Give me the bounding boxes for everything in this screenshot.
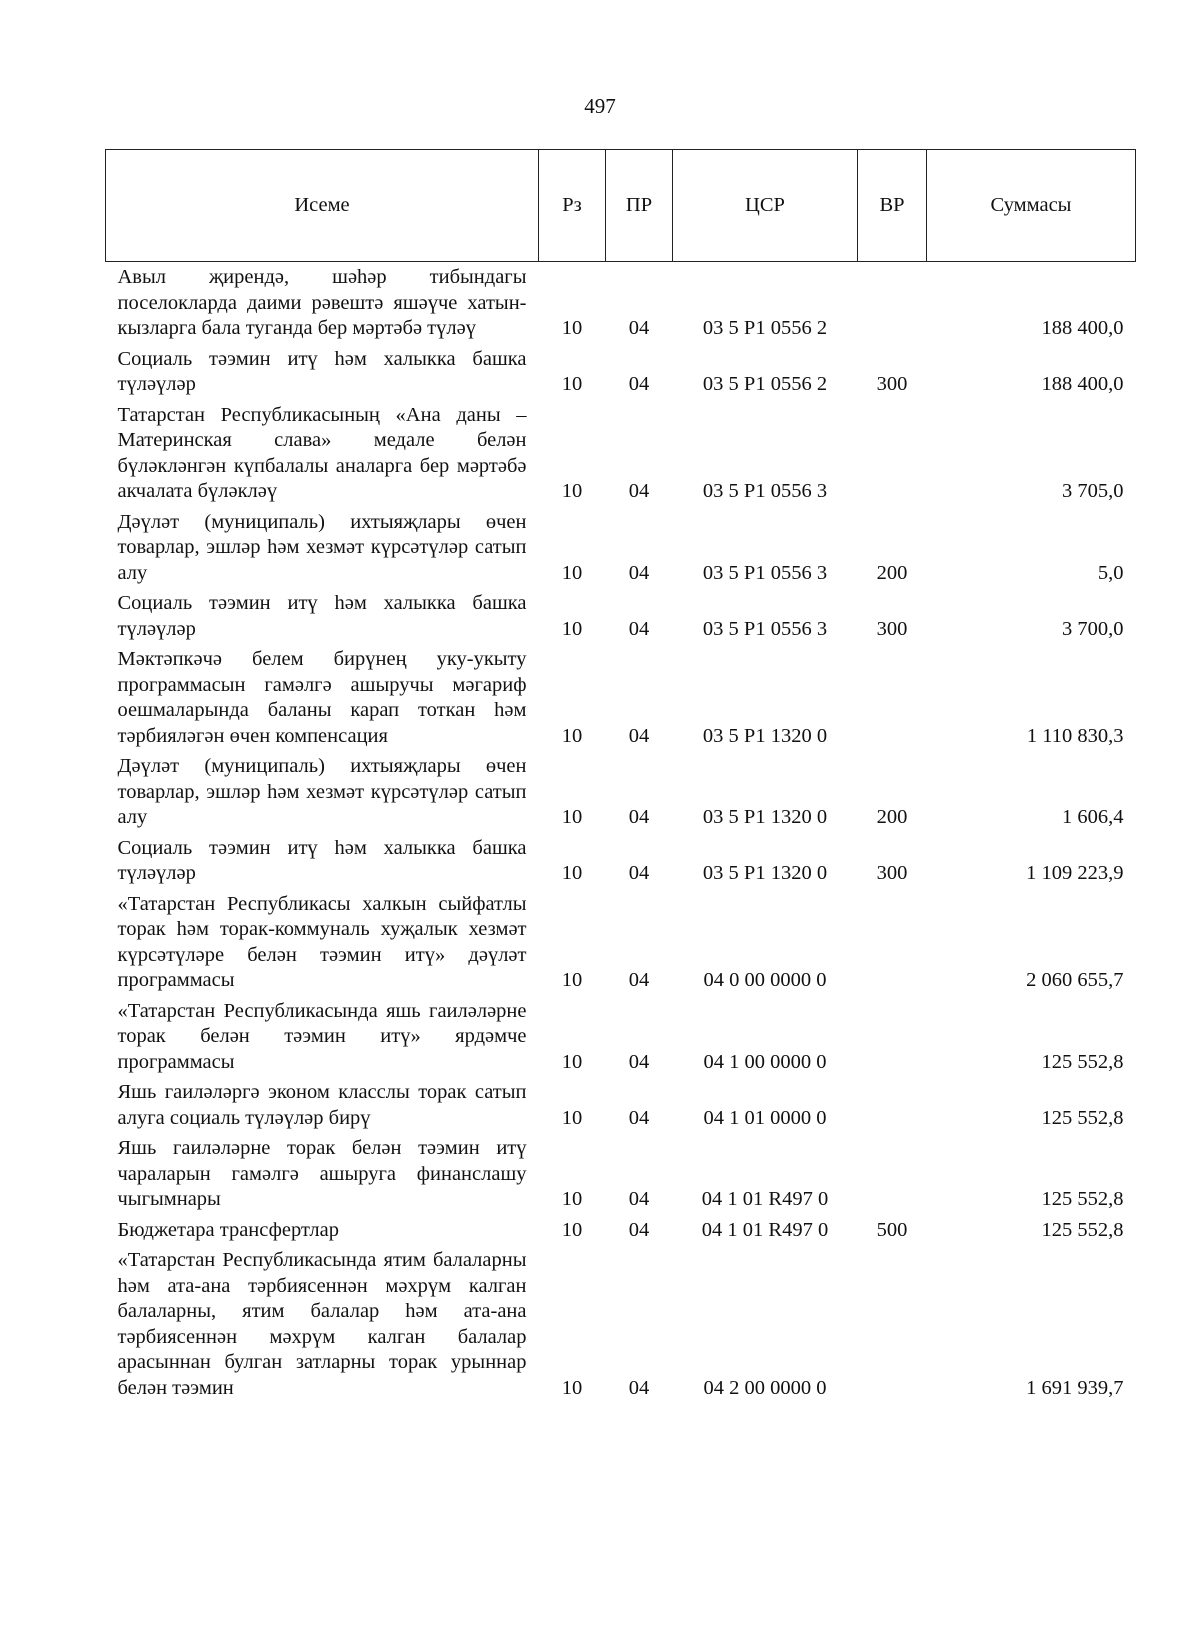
row-csr: 03 5 P1 0556 2	[702, 373, 828, 395]
row-csr: 04 1 01 R497 0	[701, 1218, 829, 1241]
row-rz: 10	[561, 561, 583, 584]
row-rz: 10	[561, 1376, 583, 1399]
header-row	[106, 150, 1136, 262]
table-row	[106, 507, 1136, 589]
row-sum: 1 691 939,7	[1026, 1376, 1124, 1399]
row-vr	[858, 644, 927, 751]
row-sum: 188 400,0	[1041, 317, 1124, 339]
row-name: Дәүләт (муниципаль) ихтыяҗлары өчен товарлар, эшләр һәм хезмәт күрсәтүләр сатып алу	[117, 510, 527, 584]
row-vr	[858, 889, 927, 996]
row-name: Яшь гаиләләрне торак белән тәэмин итү чараларын гамәлгә ашыруга финанслашу чыгымнары	[117, 1137, 527, 1210]
row-name: Дәүләт (муниципаль) ихтыяҗлары өчен товарлар, эшләр һәм хезмәт күрсәтүләр сатып алу	[117, 755, 527, 828]
row-sum: 125 552,8	[1041, 1050, 1124, 1073]
row-vr	[858, 262, 927, 344]
row-vr: 300	[876, 862, 908, 884]
table-row	[106, 889, 1136, 996]
header-name: Исеме	[106, 150, 539, 262]
row-name: Социаль тәэмин итү һәм халыкка башка түләүләр	[117, 592, 527, 640]
row-rz: 10	[561, 806, 583, 828]
row-csr: 03 5 P1 1320 0	[702, 862, 828, 884]
row-csr: 04 1 01 R497 0	[701, 1188, 829, 1210]
row-rz: 10	[561, 862, 583, 884]
table-row	[106, 1077, 1136, 1133]
row-rz: 10	[561, 1106, 583, 1129]
table-header	[106, 150, 1136, 262]
row-csr: 04 1 00 0000 0	[703, 1050, 827, 1073]
row-rz: 10	[561, 1050, 583, 1073]
row-csr: 03 5 P1 1320 0	[702, 724, 828, 747]
row-vr: 200	[876, 806, 908, 828]
row-name: «Татарстан Республикасында ятим балаларны һәм ата-ана тәрбиясеннән мәхрүм калган балаларны, ятим балалар һәм ата-ана тәрбиясеннән мәхрүм калган балалар арасыннан булган затларны торак урыннар белән тәэмин	[117, 1249, 527, 1399]
row-rz: 10	[561, 1188, 583, 1210]
table-row	[106, 262, 1136, 344]
row-sum: 1 110 830,3	[1026, 724, 1124, 747]
row-name: Яшь гаиләләргә эконом класслы торак сатып алуга социаль түләүләр бирү	[117, 1081, 527, 1129]
row-csr: 03 5 P1 0556 3	[702, 617, 828, 640]
row-sum: 125 552,8	[1041, 1188, 1124, 1210]
table-body	[106, 262, 1136, 1404]
table-row	[106, 1215, 1136, 1246]
table-row	[106, 833, 1136, 889]
table-row	[106, 1133, 1136, 1215]
row-pr: 04	[628, 617, 650, 640]
row-pr: 04	[628, 806, 650, 828]
table-row	[106, 751, 1136, 833]
row-name: Татарстан Республикасының «Ана даны – Материнская слава» медале белән бүләкләнгән күпбалалы аналарга бер мәртәбә акчалата бүләкләү	[117, 403, 527, 502]
table-row	[106, 644, 1136, 751]
header-sum: Суммасы	[927, 150, 1136, 262]
budget-table	[105, 149, 1136, 1403]
row-sum: 1 109 223,9	[1026, 862, 1124, 884]
row-csr: 03 5 P1 0556 3	[702, 561, 828, 584]
row-pr: 04	[628, 1218, 650, 1241]
row-csr: 04 0 00 0000 0	[703, 969, 827, 991]
row-vr: 200	[876, 561, 908, 584]
row-rz: 10	[561, 317, 583, 339]
row-rz: 10	[561, 480, 583, 502]
row-name: Авыл җирендә, шәһәр тибындагы поселокларда даими рәвештә яшәүче хатын-кызларга бала туганда бер мәртәбә түләү	[117, 266, 527, 339]
row-rz: 10	[561, 617, 583, 640]
row-csr: 03 5 P1 0556 2	[702, 317, 828, 339]
row-pr: 04	[628, 480, 650, 502]
row-pr: 04	[628, 1188, 650, 1210]
header-vr: ВР	[858, 150, 927, 262]
row-name: Бюджетара трансфертлар	[117, 1218, 340, 1241]
table-row	[106, 344, 1136, 400]
row-csr: 04 1 01 0000 0	[703, 1106, 827, 1129]
table-row	[106, 400, 1136, 507]
row-vr	[858, 400, 927, 507]
row-name: «Татарстан Республикасында яшь гаиләләрне торак белән тәэмин итү» ярдәмче программасы	[117, 999, 527, 1073]
row-sum: 188 400,0	[1041, 373, 1124, 395]
header-csr: ЦСР	[673, 150, 858, 262]
row-pr: 04	[628, 373, 650, 395]
table-row	[106, 1245, 1136, 1403]
row-sum: 3 700,0	[1062, 617, 1124, 640]
row-sum: 1 606,4	[1062, 806, 1124, 828]
row-name: Социаль тәэмин итү һәм халыкка башка түләүләр	[117, 836, 527, 884]
row-vr	[858, 1133, 927, 1215]
row-vr: 300	[876, 373, 908, 395]
row-pr: 04	[628, 1376, 650, 1399]
row-csr: 03 5 P1 0556 3	[702, 480, 828, 502]
table-row	[106, 996, 1136, 1078]
row-rz: 10	[561, 969, 583, 991]
row-csr: 03 5 P1 1320 0	[702, 806, 828, 828]
row-pr: 04	[628, 561, 650, 584]
header-rz: Рз	[539, 150, 606, 262]
row-vr	[858, 1077, 927, 1133]
row-vr	[858, 996, 927, 1078]
row-sum: 2 060 655,7	[1026, 969, 1124, 991]
row-pr: 04	[628, 862, 650, 884]
row-pr: 04	[628, 724, 650, 747]
row-name: «Татарстан Республикасы халкын сыйфатлы торак һәм торак-коммуналь хуҗалык хезмәт күрсәтүләре белән тәэмин итү» дәүләт программасы	[117, 892, 527, 991]
row-rz: 10	[561, 1218, 583, 1241]
row-rz: 10	[561, 724, 583, 747]
row-sum: 5,0	[1097, 561, 1124, 584]
row-pr: 04	[628, 969, 650, 991]
row-vr: 300	[876, 617, 908, 640]
table-row	[106, 588, 1136, 644]
row-pr: 04	[628, 1106, 650, 1129]
row-name: Социаль тәэмин итү һәм халыкка башка түләүләр	[117, 347, 527, 395]
row-sum: 125 552,8	[1041, 1218, 1124, 1241]
page-number: 497	[584, 94, 616, 118]
header-pr: ПР	[606, 150, 673, 262]
row-vr: 500	[876, 1218, 908, 1241]
row-pr: 04	[628, 1050, 650, 1073]
row-name: Мәктәпкәчә белем бирүнең уку-укыту программасын гамәлгә ашыручы мәгариф оешмаларында баланы карап тоткан һәм тәрбияләгән өчен компенсация	[117, 648, 527, 747]
row-csr: 04 2 00 0000 0	[703, 1376, 827, 1399]
row-pr: 04	[628, 317, 650, 339]
row-vr	[858, 1245, 927, 1403]
row-sum: 3 705,0	[1062, 480, 1124, 502]
row-rz: 10	[561, 373, 583, 395]
row-sum: 125 552,8	[1041, 1106, 1124, 1129]
